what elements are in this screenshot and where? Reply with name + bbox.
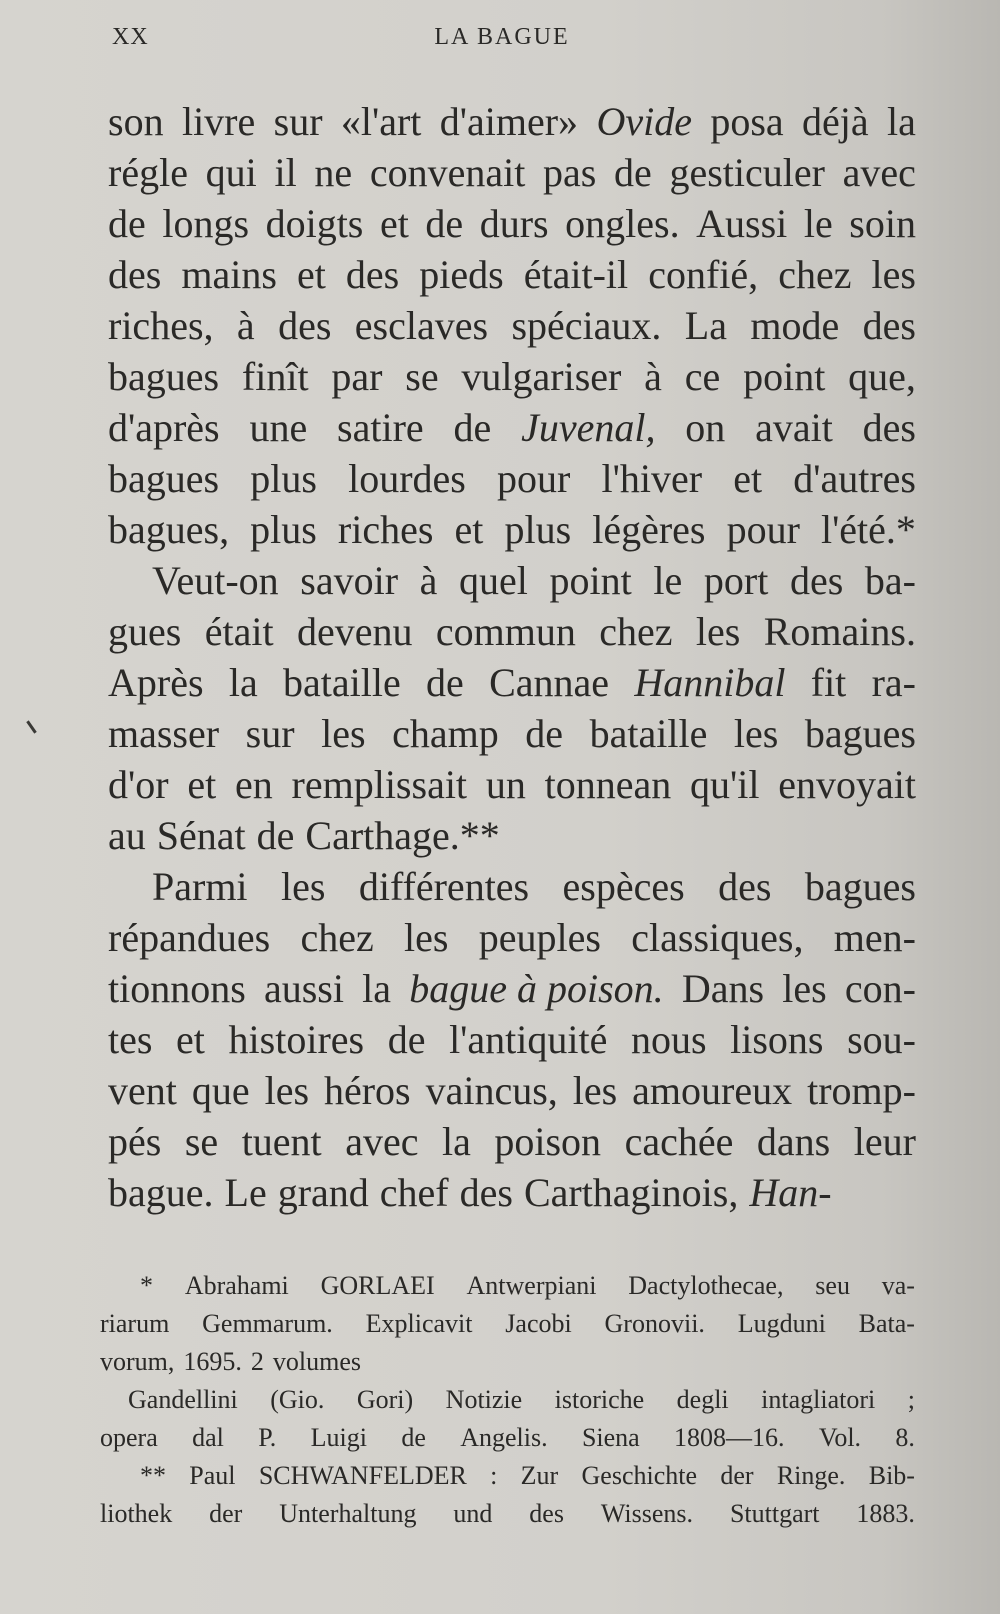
- word: l'antiquité: [449, 1017, 608, 1062]
- word: avec: [842, 150, 916, 195]
- word: vent: [108, 1068, 177, 1113]
- text-line: [108, 810, 916, 861]
- footnote-word: ;: [907, 1385, 915, 1414]
- word: aussi: [263, 966, 344, 1011]
- word: Romains.: [763, 609, 916, 654]
- footnote-word: (Gio.: [270, 1385, 325, 1414]
- word: la: [441, 1119, 471, 1164]
- word: de: [614, 150, 652, 195]
- word: et: [296, 252, 326, 297]
- word: riches: [337, 507, 434, 552]
- page-header: [112, 18, 892, 58]
- footnote-word: volumes: [272, 1347, 361, 1376]
- footnote-word: Gronovii.: [604, 1309, 705, 1338]
- word: et: [733, 456, 763, 501]
- word: tionnons: [108, 966, 246, 1011]
- text-line: [108, 402, 916, 453]
- word: peuples: [478, 915, 601, 960]
- word: plus: [250, 507, 317, 552]
- word: pour: [726, 507, 800, 552]
- word: et: [176, 1017, 205, 1062]
- word: des: [862, 405, 916, 450]
- word: avec: [345, 1119, 419, 1164]
- word: tuent: [241, 1119, 322, 1164]
- text-line: [108, 96, 916, 147]
- word: vaincus,: [425, 1068, 558, 1113]
- word: les: [782, 966, 827, 1011]
- word: ne: [314, 150, 353, 195]
- word: chez: [300, 915, 374, 960]
- word: des: [718, 864, 772, 909]
- word: au: [108, 813, 146, 858]
- text-line: [108, 606, 916, 657]
- word: et: [379, 201, 409, 246]
- footnote-word: opera: [100, 1423, 158, 1452]
- word: doigts: [265, 201, 364, 246]
- text-line: [108, 759, 916, 810]
- word: pour: [497, 456, 571, 501]
- word: chef: [379, 1170, 449, 1215]
- word: bagues: [804, 864, 916, 909]
- word: riches,: [108, 303, 214, 348]
- footnote-word: Siena: [581, 1423, 640, 1452]
- word: bague.: [108, 1170, 214, 1215]
- footnote-word: Gori): [356, 1385, 414, 1414]
- footnote-word: Zur: [520, 1461, 559, 1490]
- word: d'autres: [793, 456, 916, 501]
- footnote-word: **: [140, 1461, 166, 1490]
- word: des: [278, 303, 332, 348]
- word: dans: [756, 1119, 831, 1164]
- footnote-word: Geschichte: [581, 1461, 698, 1490]
- footnote-word: Gemmarum.: [202, 1309, 333, 1338]
- footnote-word: 1883.: [856, 1499, 915, 1528]
- word: des: [789, 558, 844, 603]
- word: que,: [848, 354, 916, 399]
- word: classiques,: [631, 915, 804, 960]
- word: pés: [108, 1119, 162, 1164]
- word: tromp-: [807, 1068, 916, 1113]
- word: bataille: [283, 660, 401, 705]
- word: bataille: [589, 711, 708, 756]
- word: d'aimer»: [439, 99, 579, 144]
- footnote-word: Angelis.: [460, 1423, 548, 1452]
- word: histoires: [228, 1017, 365, 1062]
- word: les: [404, 915, 449, 960]
- footnote-word: der: [209, 1499, 243, 1528]
- word: esclaves: [354, 303, 489, 348]
- word: l'été.*: [820, 507, 916, 552]
- word: des: [345, 252, 400, 297]
- word: chez: [778, 252, 852, 297]
- word: à: [644, 354, 662, 399]
- word: en: [234, 762, 273, 807]
- word: livre: [181, 99, 256, 144]
- word: qui: [205, 150, 257, 195]
- word: Carthage.**: [305, 813, 500, 858]
- word: devenu: [296, 609, 413, 654]
- word: lisons: [730, 1017, 824, 1062]
- word: Après: [108, 660, 204, 705]
- footnote-word: va-: [881, 1271, 915, 1300]
- word: de: [425, 201, 464, 246]
- footnotes: [100, 1267, 915, 1533]
- word: tes: [108, 1017, 153, 1062]
- footnote-word: 2: [250, 1347, 264, 1376]
- word: posa: [710, 99, 784, 144]
- word: ongles.: [565, 201, 680, 246]
- footnote-word: Unterhaltung: [279, 1499, 417, 1528]
- word: sur: [273, 99, 323, 144]
- word: bagues: [108, 456, 220, 501]
- word: le: [653, 558, 683, 603]
- word: à: [419, 558, 438, 603]
- word: de: [453, 405, 492, 450]
- word: de: [426, 660, 464, 705]
- text-line: [108, 453, 916, 504]
- footnote-word: Notizie: [445, 1385, 523, 1414]
- word: les: [280, 864, 326, 909]
- footnote-word: *: [140, 1271, 153, 1300]
- footnote-word: dal: [192, 1423, 224, 1452]
- text-line: [108, 912, 916, 963]
- footnote-word: intagliatori: [761, 1385, 876, 1414]
- word: était: [204, 609, 274, 654]
- word: nous: [630, 1017, 707, 1062]
- footnote-word: des: [529, 1499, 564, 1528]
- footnote-word: degli: [676, 1385, 729, 1414]
- word: déjà: [802, 99, 869, 144]
- word: espèces: [562, 864, 685, 909]
- word: ra-: [871, 660, 916, 705]
- footnote-word: Paul: [189, 1461, 236, 1490]
- footnote-line: [100, 1495, 915, 1533]
- word: un: [485, 762, 526, 807]
- word: quel: [459, 558, 528, 603]
- word: gues: [108, 609, 182, 654]
- word: d'après: [108, 405, 220, 450]
- word: Carthaginois,: [523, 1170, 739, 1215]
- word: Hannibal: [634, 660, 786, 705]
- word: de: [256, 813, 295, 858]
- footnote-word: vorum,: [100, 1347, 175, 1376]
- footnote-word: SCHWANFELDER: [258, 1461, 467, 1490]
- page-number: XX: [112, 24, 149, 50]
- word: d'or: [108, 762, 169, 807]
- word: différentes: [358, 864, 530, 909]
- footnote-word: Jacobi: [505, 1309, 572, 1338]
- text-line: [108, 504, 916, 555]
- word: les: [733, 711, 779, 756]
- word: des: [459, 1170, 513, 1215]
- main-text: [108, 96, 916, 1218]
- word: se: [184, 1119, 219, 1164]
- word: bague à poison.: [409, 966, 664, 1011]
- word: remplissait: [291, 762, 468, 807]
- word: satire: [337, 405, 424, 450]
- word: et: [187, 762, 217, 807]
- word: pieds: [419, 252, 504, 297]
- footnote-word: und: [453, 1499, 493, 1528]
- word: les: [264, 1068, 310, 1113]
- footnote-line: [100, 1305, 915, 1343]
- word: mains: [181, 252, 277, 297]
- text-line: [108, 963, 916, 1014]
- word: Juvenal,: [521, 405, 656, 450]
- word: était-il: [523, 252, 629, 297]
- word: par: [331, 354, 383, 399]
- word: con-: [844, 966, 916, 1011]
- word: Cannae: [489, 660, 610, 705]
- text-line: [108, 147, 916, 198]
- footnote-word: Dactylothecae,: [628, 1271, 784, 1300]
- word: convenait: [369, 150, 526, 195]
- footnote-word: Wissens.: [600, 1499, 694, 1528]
- word: se: [405, 354, 439, 399]
- word: et: [454, 507, 484, 552]
- word: lourdes: [348, 456, 466, 501]
- text-line: [108, 351, 916, 402]
- word: savoir: [300, 558, 399, 603]
- word: sou-: [847, 1017, 916, 1062]
- footnote-word: Abrahami: [184, 1271, 289, 1300]
- word: bagues,: [108, 507, 230, 552]
- footnote-word: Lugduni: [737, 1309, 826, 1338]
- word: son: [108, 99, 164, 144]
- word: point: [743, 354, 826, 399]
- footnote-word: istoriche: [554, 1385, 645, 1414]
- text-line: [108, 1167, 916, 1218]
- word: confié,: [648, 252, 759, 297]
- word: qu'il: [690, 762, 760, 807]
- word: des: [108, 252, 162, 297]
- text-line: [108, 300, 916, 351]
- word: légères: [592, 507, 706, 552]
- text-line: [108, 657, 916, 708]
- word: l'hiver: [601, 456, 703, 501]
- word: Veut-on: [152, 558, 279, 603]
- word: les: [695, 609, 741, 654]
- word: longs: [162, 201, 250, 246]
- text-line: [108, 198, 916, 249]
- word: les: [321, 711, 366, 756]
- footnote-line: [100, 1343, 915, 1381]
- word: commun: [435, 609, 576, 654]
- word: «l'art: [340, 99, 422, 144]
- text-line: [108, 555, 916, 606]
- word: la: [362, 966, 392, 1011]
- word: soin: [849, 201, 916, 246]
- word: bagues: [804, 711, 916, 756]
- footnote-word: Antwerpiani: [466, 1271, 597, 1300]
- footnote-word: liothek: [100, 1499, 173, 1528]
- footnote-word: Gandellini: [128, 1385, 238, 1414]
- word: à: [236, 303, 255, 348]
- word: plus: [504, 507, 572, 552]
- word: des: [862, 303, 916, 348]
- word: finît: [241, 354, 309, 399]
- word: poison: [494, 1119, 602, 1164]
- word: cachée: [624, 1119, 734, 1164]
- footnote-line: [100, 1381, 915, 1419]
- footnote-word: :: [490, 1461, 498, 1490]
- word: durs: [479, 201, 549, 246]
- word: la: [887, 99, 916, 144]
- footnote-line: [100, 1267, 915, 1305]
- footnote-word: Vol.: [818, 1423, 862, 1452]
- word: La: [684, 303, 727, 348]
- footnote-word: de: [401, 1423, 426, 1452]
- text-line: [108, 861, 916, 912]
- word: leur: [853, 1119, 916, 1164]
- word: les: [871, 252, 916, 297]
- word: vulgariser: [461, 354, 622, 399]
- word: port: [703, 558, 769, 603]
- word: plus: [250, 456, 317, 501]
- word: sur: [245, 711, 295, 756]
- word: gesticuler: [669, 150, 825, 195]
- word: Dans: [681, 966, 765, 1011]
- word: de: [108, 201, 146, 246]
- footnote-word: 1808—16.: [674, 1423, 785, 1452]
- text-line: [108, 1065, 916, 1116]
- word: men-: [833, 915, 916, 960]
- footnote-line: [100, 1419, 915, 1457]
- word: que: [191, 1068, 250, 1113]
- footnote-word: Bata-: [858, 1309, 915, 1338]
- footnote-word: seu: [815, 1271, 850, 1300]
- word: Han-: [749, 1170, 832, 1215]
- word: pas: [543, 150, 597, 195]
- margin-mark: [26, 720, 36, 733]
- word: tonnean: [544, 762, 672, 807]
- word: grand: [277, 1170, 369, 1215]
- footnote-word: der: [720, 1461, 754, 1490]
- word: on: [685, 405, 726, 450]
- word: répandues: [108, 915, 271, 960]
- footnote-word: P.: [258, 1423, 277, 1452]
- word: la: [228, 660, 258, 705]
- word: Aussi: [696, 201, 788, 246]
- text-line: [108, 1014, 916, 1065]
- word: mode: [750, 303, 840, 348]
- word: spéciaux.: [511, 303, 662, 348]
- word: envoyait: [778, 762, 916, 807]
- footnote-word: Bib-: [868, 1461, 915, 1490]
- text-line: [108, 1116, 916, 1167]
- word: avait: [755, 405, 833, 450]
- footnote-word: riarum: [100, 1309, 170, 1338]
- word: chez: [599, 609, 673, 654]
- footnote-word: GORLAEI: [320, 1271, 435, 1300]
- word: héros: [323, 1068, 411, 1113]
- footnote-line: [100, 1457, 915, 1495]
- word: point: [549, 558, 632, 603]
- footnote-word: 1695.: [183, 1347, 242, 1376]
- text-line: [108, 708, 916, 759]
- word: ce: [684, 354, 721, 399]
- footnote-word: Luigi: [310, 1423, 367, 1452]
- footnote-word: Ringe.: [776, 1461, 846, 1490]
- word: Ovide: [596, 99, 692, 144]
- word: amoureux: [632, 1068, 793, 1113]
- word: les: [572, 1068, 618, 1113]
- word: Le: [224, 1170, 267, 1215]
- footnote-word: Stuttgart: [729, 1499, 820, 1528]
- word: bagues: [108, 354, 220, 399]
- word: de: [387, 1017, 426, 1062]
- footnote-word: 8.: [895, 1423, 915, 1452]
- word: le: [803, 201, 833, 246]
- running-title: LA BAGUE: [434, 24, 570, 50]
- word: champ: [392, 711, 499, 756]
- word: Parmi: [152, 864, 248, 909]
- word: de: [525, 711, 564, 756]
- word: il: [274, 150, 297, 195]
- word: Sénat: [156, 813, 246, 858]
- word: masser: [108, 711, 220, 756]
- word: une: [249, 405, 308, 450]
- footnote-word: Explicavit: [365, 1309, 473, 1338]
- word: ba-: [864, 558, 916, 603]
- word: fit: [810, 660, 847, 705]
- word: régle: [108, 150, 188, 195]
- text-line: [108, 249, 916, 300]
